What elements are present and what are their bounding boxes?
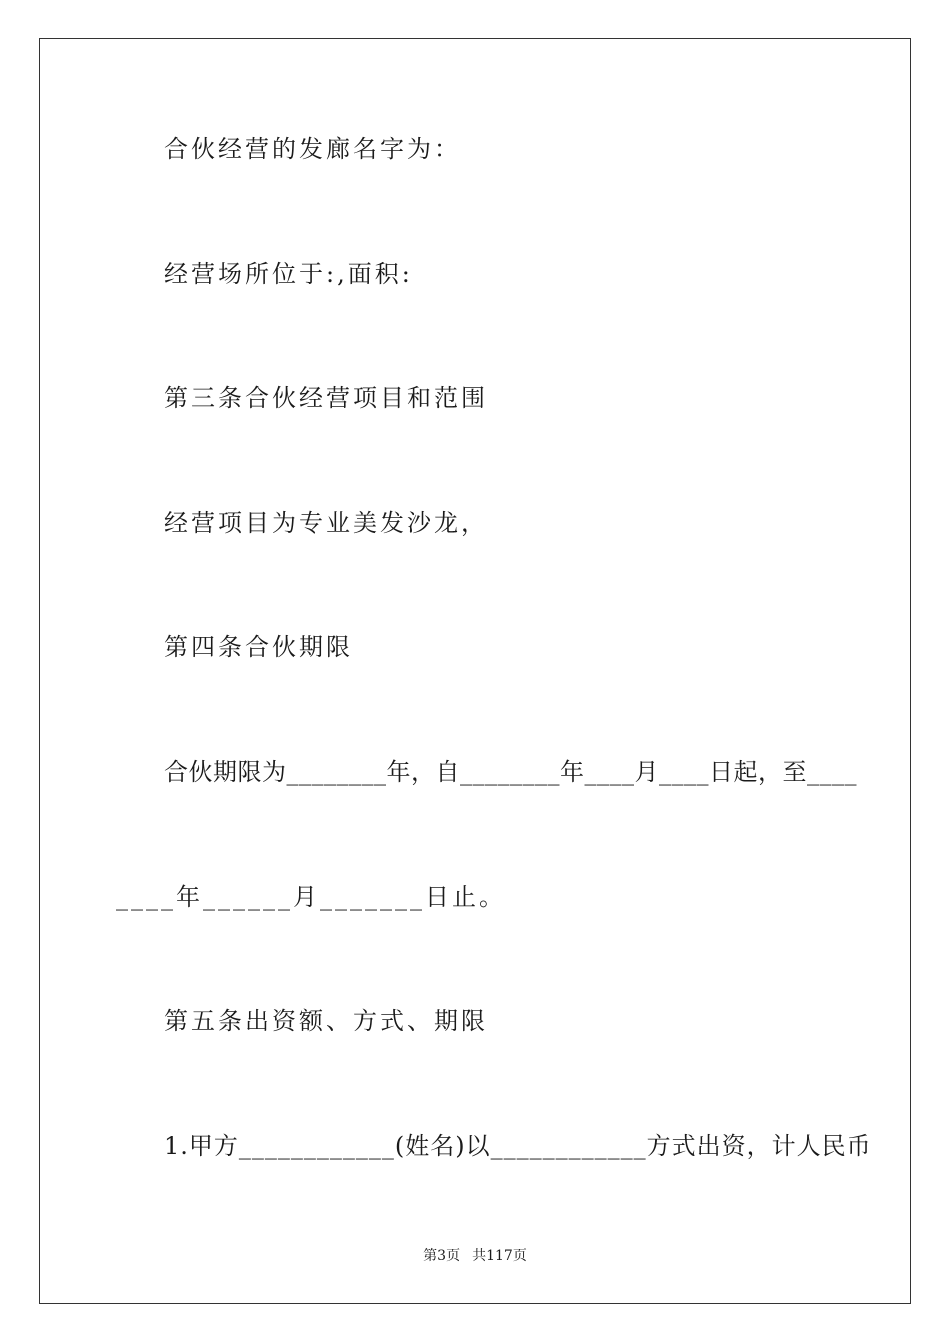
text-line-partnership-term: 合伙期限为________年，自________年____月____日起，至____ bbox=[164, 758, 857, 786]
text-line-article-5-heading: 第五条出资额、方式、期限 bbox=[164, 1007, 488, 1035]
page-number-total: 共117页 bbox=[472, 1248, 527, 1264]
page-footer bbox=[0, 1246, 950, 1266]
text-line-partnership-term-end: ____年______月_______日止。 bbox=[116, 883, 506, 911]
page-number-current: 第3页 bbox=[423, 1248, 461, 1264]
text-line-business-location: 经营场所位于:,面积: bbox=[164, 260, 413, 288]
page-frame bbox=[39, 38, 911, 1304]
text-line-article-4-heading: 第四条合伙期限 bbox=[164, 633, 353, 661]
text-line-party-a-contribution: 1.甲方____________(姓名)以____________方式出资，计人民币 bbox=[164, 1132, 872, 1160]
text-line-partnership-salon-name: 合伙经营的发廊名字为： bbox=[164, 135, 461, 163]
text-line-business-scope: 经营项目为专业美发沙龙， bbox=[164, 509, 488, 537]
text-line-article-3-heading: 第三条合伙经营项目和范围 bbox=[164, 384, 488, 412]
